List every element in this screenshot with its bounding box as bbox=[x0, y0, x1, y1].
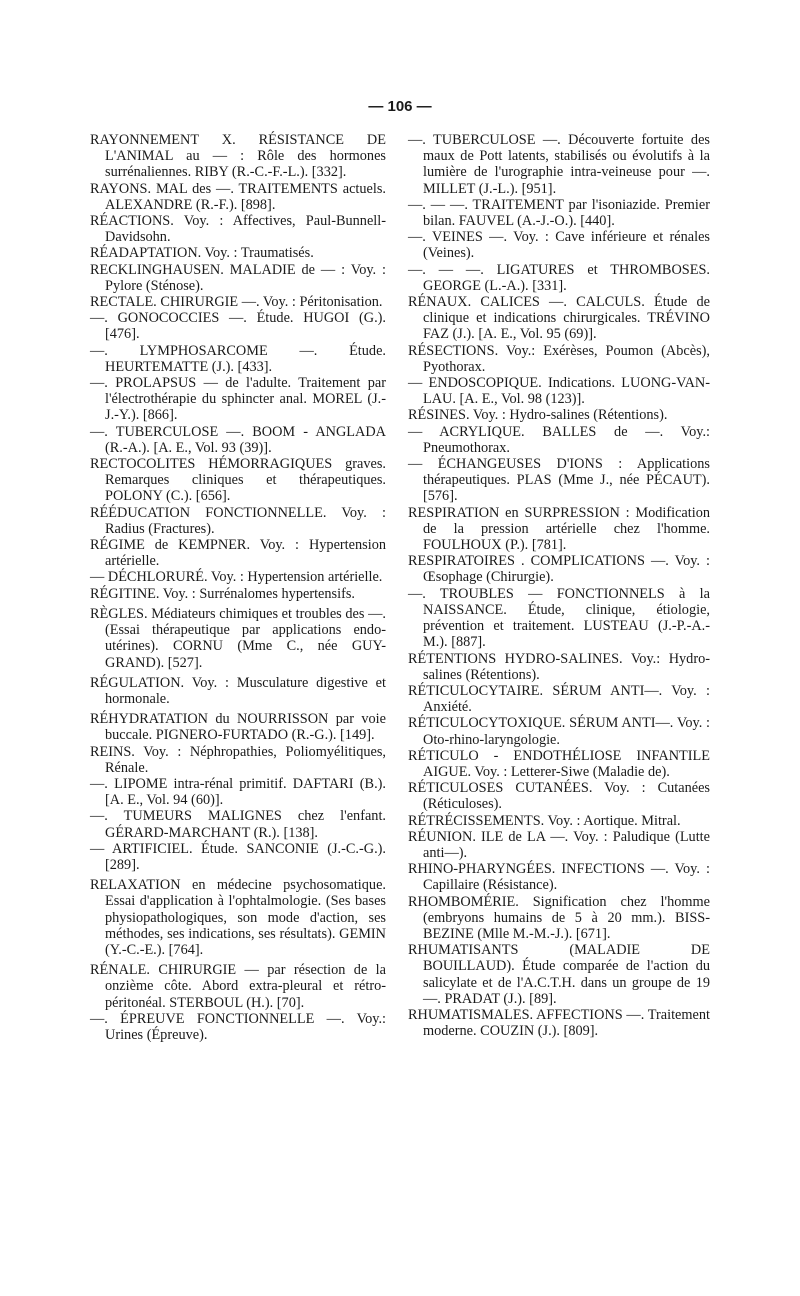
index-entry: —. TUBERCULOSE —. BOOM - ANGLADA (R.-A.). [A. E., Vol. 93 (39)]. bbox=[90, 423, 386, 456]
index-entry: RÉNAUX. CALICES —. CALCULS. Étude de clinique et indications chirurgicales. TRÉVINO FAZ (J.). [A. E., Vol. 95 (69)]. bbox=[408, 294, 710, 343]
index-entry: RÉTICULOCYTOXIQUE. SÉRUM ANTI—. Voy. : Oto-rhino-laryngologie. bbox=[408, 715, 710, 748]
index-entry: RÈGLES. Médiateurs chimiques et troubles des —. (Essai thérapeutique par applications endo-utérines). CORNU (Mme C., née GUY-GRAND). [527]. bbox=[90, 605, 386, 671]
index-entry: RÉACTIONS. Voy. : Affectives, Paul-Bunnell-Davidsohn. bbox=[90, 213, 386, 246]
index-entry: RESPIRATION en SURPRESSION : Modification de la pression artérielle chez l'homme. FOULHOUX (P.). [781]. bbox=[408, 504, 710, 554]
page-number: — 106 — bbox=[368, 98, 432, 115]
index-entry: RHINO-PHARYNGÉES. INFECTIONS —. Voy. : Capillaire (Résistance). bbox=[408, 861, 710, 894]
index-entry: —. — —. LIGATURES et THROMBOSES. GEORGE (L.-A.). [331]. bbox=[408, 261, 710, 294]
index-entry: —. LYMPHOSARCOME —. Étude. HEURTEMATTE (J.). [433]. bbox=[90, 342, 386, 375]
index-entry: —. TUBERCULOSE —. Découverte fortuite des maux de Pott latents, stabilisés ou évolutifs à la lumière de l'urographie intra-veineuse pour —. MILLET (J.-L.). [951]. bbox=[408, 132, 710, 197]
index-entry: RAYONNEMENT X. RÉSISTANCE DE L'ANIMAL au — : Rôle des hormones surrénaliennes. RIBY (R.-C.-F.-L.). [332]. bbox=[90, 132, 386, 181]
left-column bbox=[90, 132, 386, 1043]
index-entry: RÉSECTIONS. Voy.: Exérèses, Poumon (Abcès), Pyothorax. bbox=[408, 342, 710, 375]
index-entry: RECTALE. CHIRURGIE —. Voy. : Péritonisation. bbox=[90, 294, 383, 311]
index-entry: RECKLINGHAUSEN. MALADIE de — : Voy. : Pylore (Sténose). bbox=[90, 261, 386, 294]
index-entry: RÉÉDUCATION FONCTIONNELLE. Voy. : Radius (Fractures). bbox=[90, 504, 386, 537]
index-entry: RÉGULATION. Voy. : Musculature digestive et hormonale. bbox=[90, 674, 386, 707]
index-entry: RHUMATISMALES. AFFECTIONS —. Traitement moderne. COUZIN (J.). [809]. bbox=[408, 1006, 710, 1040]
index-entry: RECTOCOLITES HÉMORRAGIQUES graves. Remarques cliniques et thérapeutiques. POLONY (C.). [656]. bbox=[90, 456, 386, 505]
index-entry: — ARTIFICIEL. Étude. SANCONIE (J.-C.-G.). [289]. bbox=[90, 840, 386, 873]
index-entry: RAYONS. MAL des —. TRAITEMENTS actuels. ALEXANDRE (R.-F.). [898]. bbox=[90, 180, 386, 213]
index-entry: RÉTICULOCYTAIRE. SÉRUM ANTI—. Voy. : Anxiété. bbox=[408, 682, 710, 716]
index-entry: —. GONOCOCCIES —. Étude. HUGOI (G.). [476]. bbox=[90, 310, 386, 343]
index-entry: —. PROLAPSUS — de l'adulte. Traitement par l'électrothérapie du sphincter anal. MOREL (J.-J.-Y.). [866]. bbox=[90, 375, 386, 424]
index-entry: RÉNALE. CHIRURGIE — par résection de la onzième côte. Abord extra-pleural et rétro-péritonéal. STERBOUL (H.). [70]. bbox=[90, 962, 386, 1011]
index-entry: — DÉCHLORURÉ. Voy. : Hypertension artérielle. bbox=[90, 569, 383, 586]
index-entry: RÉUNION. ILE de LA —. Voy. : Paludique (Lutte anti—). bbox=[408, 828, 710, 861]
index-entry: — ACRYLIQUE. BALLES de —. Voy.: Pneumothorax. bbox=[408, 423, 710, 456]
right-column bbox=[408, 132, 710, 1039]
index-entry: RÉGIME de KEMPNER. Voy. : Hypertension artérielle. bbox=[90, 537, 386, 570]
index-entry: —. — —. TRAITEMENT par l'isoniazide. Premier bilan. FAUVEL (A.-J.-O.). [440]. bbox=[408, 196, 710, 230]
index-entry: RELAXATION en médecine psychosomatique. Essai d'application à l'ophtalmologie. (Ses bases physiopathologiques, son mode d'action, ses méthodes, ses indications, ses résultats). GEMIN (Y.-C.-E.). [764]. bbox=[90, 877, 386, 958]
index-entry: RÉTRÉCISSEMENTS. Voy. : Aortique. Mitral. bbox=[408, 812, 681, 829]
index-entry: RÉHYDRATATION du NOURRISSON par voie buccale. PIGNERO-FURTADO (R.-G.). [149]. bbox=[90, 711, 386, 744]
index-entry: RÉTENTIONS HYDRO-SALINES. Voy.: Hydro-salines (Rétentions). bbox=[408, 650, 710, 683]
index-entry: —. VEINES —. Voy. : Cave inférieure et rénales (Veines). bbox=[408, 229, 710, 262]
index-entry: RÉADAPTATION. Voy. : Traumatisés. bbox=[90, 245, 314, 262]
index-entry: RHOMBOMÉRIE. Signification chez l'homme (embryons humains de 5 à 20 mm.). BISS-BEZINE (Mlle M.-M.-J.). [671]. bbox=[408, 893, 710, 942]
index-entry: RÉTICULOSES CUTANÉES. Voy. : Cutanées (Réticuloses). bbox=[408, 780, 710, 813]
index-entry: RESPIRATOIRES . COMPLICATIONS —. Voy. : Œsophage (Chirurgie). bbox=[408, 553, 710, 586]
index-entry: — ÉCHANGEUSES D'IONS : Applications thérapeutiques. PLAS (Mme J., née PÉCAUT). [576]. bbox=[408, 456, 710, 505]
index-entry: —. TROUBLES — FONCTIONNELS à la NAISSANCE. Étude, clinique, étiologie, prévention et traitement. LUSTEAU (J.-P.-A.-M.). [887]. bbox=[408, 585, 710, 651]
index-entry: REINS. Voy. : Néphropathies, Poliomyélitiques, Rénale. bbox=[90, 743, 386, 776]
index-entry: RHUMATISANTS (MALADIE DE BOUILLAUD). Étude comparée de l'action du salicylate et de l'A.C.T.H. dans un groupe de 19 —. PRADAT (J.). [89]. bbox=[408, 942, 710, 1007]
index-entry: —. LIPOME intra-rénal primitif. DAFTARI (B.). [A. E., Vol. 94 (60)]. bbox=[90, 775, 386, 809]
index-entry: —. ÉPREUVE FONCTIONNELLE —. Voy.: Urines (Épreuve). bbox=[90, 1010, 386, 1043]
index-entry: —. TUMEURS MALIGNES chez l'enfant. GÉRARD-MARCHANT (R.). [138]. bbox=[90, 808, 386, 841]
index-entry: RÉGITINE. Voy. : Surrénalomes hypertensifs. bbox=[90, 585, 355, 602]
index-entry: — ENDOSCOPIQUE. Indications. LUONG-VAN-LAU. [A. E., Vol. 98 (123)]. bbox=[408, 375, 710, 408]
index-entry: RÉTICULO - ENDOTHÉLIOSE INFANTILE AIGUE. Voy. : Letterer-Siwe (Maladie de). bbox=[408, 747, 710, 780]
index-entry: RÉSINES. Voy. : Hydro-salines (Rétentions). bbox=[408, 407, 668, 424]
